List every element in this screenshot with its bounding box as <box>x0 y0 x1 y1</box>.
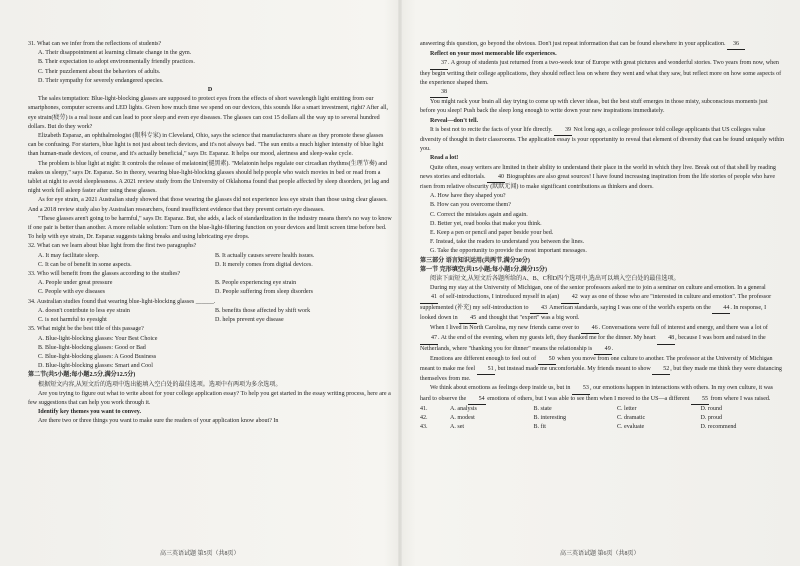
essay-para-3: You might rack your brain all day trying to come up with clever ideas, but the best stuff emerges in those misty, subconscious moments just before you sleep! Push back the sleep long enough to write down your new inspirations immediately. <box>420 99 768 115</box>
blank-52: 52 <box>652 365 670 375</box>
answer-option: B. state <box>533 405 552 412</box>
choice-f: F. Instead, take the readers to understand you between the lines. <box>430 239 585 246</box>
q33-option-a: A. People under great pressure <box>38 280 113 287</box>
choice-a: A. How have they shaped you? <box>430 193 506 200</box>
blank-43: 43 <box>530 304 548 314</box>
cloze-text: , because I was born and raised in the Netherlands, where "thanking you for dinner" means the relationship is <box>420 335 766 352</box>
blank-47: 47 <box>420 334 438 344</box>
q34-option-b: B. benefits those affected by shift work <box>215 307 311 314</box>
q31-option-a: A. Their disappointment at learning climate change in the gym. <box>38 50 192 57</box>
part3-instructions: 阅读下面短文,从短文后各题所给的A、B、C和D四个选项中,选出可以填入空白处的最佳选项。 <box>430 276 680 283</box>
q32-options-row-1 <box>28 252 392 261</box>
q35-option-c: C. Blue-light-blocking glasses: A Good Business <box>38 353 157 360</box>
answer-option: C. letter <box>617 405 637 412</box>
part2-instructions: 根据短文内容,从短文后的选项中选出能填入空白处的最佳选项。选项中有两项为多余选项。 <box>38 381 282 388</box>
essay-para-1 <box>420 40 784 50</box>
cloze-text: . <box>611 345 614 352</box>
q32-stem: 32. What can we learn about blue light from the first two paragraphs? <box>28 243 197 250</box>
q32-option-d: D. It merely comes from digital devices. <box>215 261 313 268</box>
q35-option-b: B. Blue-light-blocking glasses: Good or Bad <box>38 344 146 351</box>
q32-option-b: B. It actually causes severe health issues. <box>215 252 315 259</box>
cloze-para-2 <box>420 324 784 355</box>
cloze-text: During my stay at the University of Michigan, one of the senior professors asked me to join a seminar on culture and emotion. In a general <box>430 285 766 292</box>
essay-para-2-text: . A group of students just returned from a two-week tour of Europe with great pictures and wonderful stories. Two years from now, when they begin writing their college applications, they should reflect less on where they went and what they saw, but reflect more on how some aspects of the experience shaped them. <box>420 60 782 86</box>
cloze-text: when you move from one culture to another. The professor at the University of Michigan meant to make me feel <box>420 355 773 372</box>
essay-para-5 <box>420 164 784 193</box>
answer-option: A. analysis <box>450 405 477 412</box>
essay-para-4 <box>420 126 784 155</box>
q32-options-row-2 <box>28 261 392 270</box>
q35-stem: 35. What might be the best title of this passage? <box>28 326 144 333</box>
q33-options-row-1 <box>28 279 392 288</box>
answer-num: 41. <box>420 405 428 412</box>
choice-g: G. Take the opportunity to provide the most important messages. <box>430 248 587 255</box>
part3-heading: 第三部分 语言知识运用(共两节,满分30分) <box>420 257 530 264</box>
passage-d-para-5: "These glasses aren't going to be harmful," says Dr. Esparaz. But, she adds, a lack of standardization in the industry means there's no way to know if one pair is better than another. A more reliable solution: Turn on the blue-light-filtering function on your devices and limit screen time before bed. To help with eye strain, Dr. Esparaz suggests taking breaks and using lubricating eye drops. <box>28 215 392 241</box>
essay-para-5-text-a: Quite often, essay writers are limited in their ability to understand their place in the world in which they live. Break out of that shell by reading news stories and editorials. <box>420 164 776 180</box>
answer-option: C. dramatic <box>617 414 646 421</box>
blank-41: 41 <box>420 293 438 303</box>
essay-para-4-text-a: It is best not to recite the facts of your life directly. <box>430 126 555 133</box>
blank-39: 39 <box>554 126 572 136</box>
blank-54: 54 <box>468 395 486 405</box>
q32-option-a: A. It may facilitate sleep. <box>38 252 100 259</box>
blank-51: 51 <box>477 365 495 375</box>
cloze-text: emotions of others, but I was able to see them when I moved to the US—a different <box>485 395 691 402</box>
blank-49: 49 <box>594 345 612 355</box>
q34-option-a: A. doesn't contribute to less eye strain <box>38 307 130 314</box>
q33-option-b: B. People experiencing eye strain <box>215 280 297 287</box>
subheading-reflect: Reflect on your most memorable life experiences. <box>430 51 557 58</box>
part2-last-line: Are there two or three things you want to make sure the readers of your application know about? In <box>38 418 279 425</box>
answer-num: 42. <box>420 414 428 421</box>
cloze-text: way as one of those who are "interested in culture and emotion". The professor supplemented (补充) my self-introduction to <box>420 294 772 311</box>
blank-36: 36 <box>727 40 745 50</box>
cloze-text: We think about emotions as feelings deep inside us, but in <box>430 385 572 392</box>
q35-option-d: D. Blue-light-blocking glasses: Smart and Cool <box>38 363 153 370</box>
q31-option-b: B. Their expectation to adopt environmentally friendly practices. <box>38 59 195 66</box>
answer-row-42 <box>420 414 784 423</box>
blank-50: 50 <box>538 355 556 365</box>
part3-section-1: 第一节 完形填空(共15小题;每小题1分,满分15分) <box>420 266 547 273</box>
q34-stem: 34. Australian studies found that wearing blue-light-blocking glasses ______. <box>28 298 216 305</box>
blank-44: 44 <box>712 304 730 314</box>
cloze-text: . In response, I looked down in <box>420 304 767 321</box>
cloze-text: , but they made me think they were distancing themselves from me. <box>420 365 782 383</box>
answer-row-41 <box>420 405 784 414</box>
cloze-text: Emotions are different enough to feel out of <box>430 355 538 362</box>
answer-option: C. evaluate <box>617 424 645 431</box>
right-page <box>420 40 784 540</box>
answer-option: D. recommend <box>700 424 737 431</box>
cloze-text: , our emotions happen in interactions with others. In my own culture, it was hard to observe the <box>420 385 773 402</box>
choice-d: D. Better yet, read books that make you think. <box>430 220 542 227</box>
subheading-read: Read a lot! <box>430 155 459 162</box>
blank-42: 42 <box>561 293 579 303</box>
q31-option-c: C. Their puzzlement about the behaviors of adults. <box>38 68 161 75</box>
left-page-footer: 高三英语试题 第5页（共8页） <box>160 551 240 557</box>
blank-48: 48 <box>657 334 675 344</box>
q33-option-d: D. People suffering from sleep disorders <box>215 289 313 296</box>
q35-option-a: A. Blue-light-blocking glasses: Your Best Choice <box>38 335 158 342</box>
cloze-text: American standards, saying I was one of the world's experts on the <box>548 304 713 311</box>
cloze-para-1 <box>420 284 784 324</box>
answer-option: D. round <box>700 405 722 412</box>
q34-option-c: C. is not harmful to eyesight <box>38 317 107 324</box>
subheading-reveal: Reveal—don't tell. <box>430 117 479 124</box>
blank-38: 38 <box>430 88 448 98</box>
answer-row-43 <box>420 423 784 432</box>
blank-45: 45 <box>459 314 477 324</box>
cloze-text: When I lived in North Carolina, my new friends came over to <box>430 325 581 332</box>
answer-option: D. proud <box>700 414 722 421</box>
essay-para-2 <box>420 59 784 88</box>
q31-option-d: D. Their sympathy for severely endangered species. <box>38 77 164 84</box>
cloze-text: . Conversations were full of interest and energy, and there was a lot of <box>598 325 768 332</box>
answer-option: B. interesting <box>533 414 567 421</box>
part2-heading: 第二节(共5小题;每小题2.5分,满分12.5分) <box>28 372 136 379</box>
cloze-text: . At the end of the evening, when my guests left, they thanked me for the dinner. My heart <box>438 335 658 342</box>
choice-e: E. Keep a pen or pencil and paper beside your bed. <box>430 230 554 237</box>
passage-d-para-4: As for eye strain, a 2021 Australian study showed that those wearing the glasses did not experience less eye strain than those using clear glasses. And a 2018 review study also by Australian researchers, found insufficient evidence that they prevent certain eye diseases. <box>28 197 388 213</box>
q34-options-row-1 <box>28 307 392 316</box>
essay-para-5-text-b: Biographies are also great sources! I have found increasing inspiration from the life stories of people who have risen from relative obscurity (默默无闻) to make significant contributions as thinkers and doers. <box>420 173 776 191</box>
part2-intro: Are you trying to figure out what to write about for your college application essay? To help you get started in the essay writing process, here are a few suggestions that can help you work through it. <box>28 390 391 406</box>
cloze-text: from where I was raised. <box>708 395 771 402</box>
answer-num: 43. <box>420 424 428 431</box>
passage-d-para-3: The problem is blue light at night: It controls the release of melatonin(褪黑素). "Melatonin helps regulate our circadian rhythms(生理节奏) and makes us sleepy," says Dr. Esparaz. So in theory, wearing blue-light-blocking glasses should help people who watch movies in bed or read from a tablet at night to avoid sleeplessness. A 2021 review study from the University of Oklahoma found that people affected by sleep disorders, jet lag and night work fell asleep faster after using these glasses. <box>28 160 390 195</box>
q34-options-row-2 <box>28 316 392 325</box>
section-d-label: D <box>207 87 213 94</box>
page-fold <box>398 0 402 566</box>
right-page-footer: 高三英语试题 第6页（共8页） <box>560 551 640 557</box>
blank-53: 53 <box>572 384 590 394</box>
cloze-text: of self-introductions, I introduced myself in a(an) <box>438 294 561 301</box>
cloze-para-3 <box>420 355 784 385</box>
left-page <box>28 40 392 540</box>
q33-options-row-2 <box>28 288 392 297</box>
blank-40: 40 <box>487 173 505 183</box>
passage-d-para-1: The sales temptation: Blue-light-blocking glasses are supposed to protect eyes from the effects of short wavelength light emitting from our smartphones, computer screens and LED lights. Given how much time we spend on our devices, this sounds like a smart investment, right? After all, eye strain(疲劳) is a real issue and can lead to poor sleep and even eye diseases. The glasses can cost 15 dollars all the way up to several hundred dollars. But do they work? <box>28 96 389 130</box>
essay-para-4-text-b: Not long ago, a college professor told college applicants that US colleges value diversity of thought in their classrooms. The application essay is your opportunity to reveal that element of diversity that can be found uniquely within you. <box>420 126 784 153</box>
blank-55: 55 <box>691 395 709 405</box>
q33-option-c: C. People with eye diseases <box>38 289 106 296</box>
cloze-text: and thought that "expert" was a big word. <box>477 314 580 321</box>
part2-subheading-themes: Identify key themes you want to convey. <box>38 409 141 416</box>
answer-option: A. modest <box>450 414 475 421</box>
blank-46: 46 <box>581 324 599 334</box>
essay-blank-38-line <box>420 88 784 98</box>
answer-option: B. fit <box>533 424 546 431</box>
choice-c: C. Correct the mistakes again and again. <box>430 211 528 218</box>
q34-option-d: D. helps prevent eye disease <box>215 317 284 324</box>
passage-d-para-2: Elizabeth Esparaz, an ophthalmologist (眼科专家) in Cleveland, Ohio, says the science that manufacturers share as they promote these glasses can be confusing. For starters, blue light is not just about tech devices, and it's not always bad. "The sun emits a much higher intensity of blue light than human-made devices, of course, and it's actually beneficial," says Dr. Esparaz. It helps our mood, alertness and sleep-wake cycle. <box>28 133 384 158</box>
cloze-para-4 <box>420 384 784 404</box>
choice-b: B. How can you overcome them? <box>430 202 511 209</box>
q32-option-c: C. It can be of benefit in some aspects. <box>38 261 132 268</box>
q33-stem: 33. Who will benefit from the glasses according to the studies? <box>28 271 181 278</box>
cloze-text: , but instead made me uncomfortable. My friends meant to show <box>494 365 653 372</box>
essay-para-1-text: answering this question, go beyond the obvious. Don't just repeat information that can be found elsewhere in your application. <box>420 41 728 47</box>
blank-37: 37 <box>430 59 448 69</box>
answer-option: A. set <box>450 424 465 431</box>
q31-stem: 31. What can we infer from the reflections of students? <box>28 41 162 47</box>
